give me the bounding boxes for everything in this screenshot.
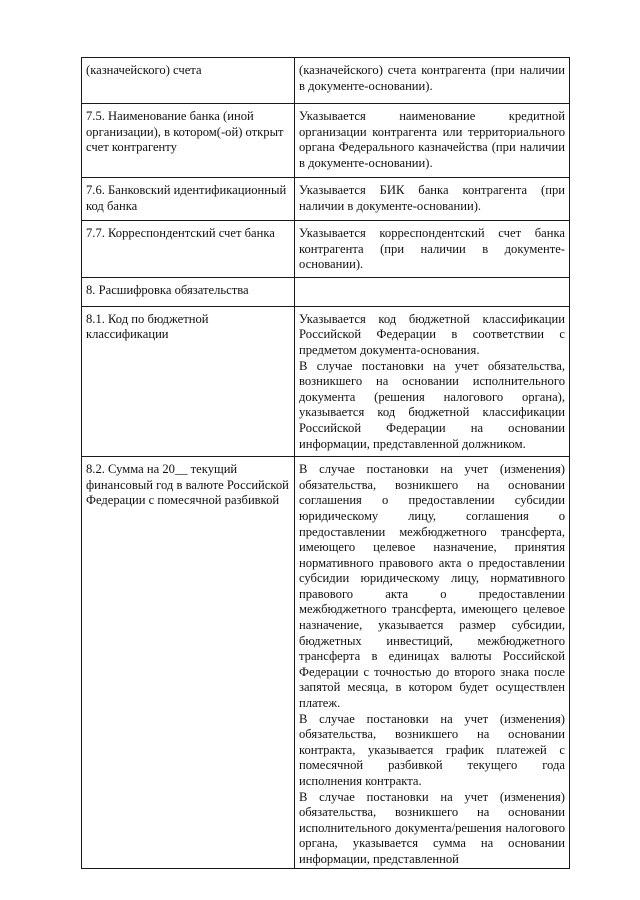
field-name-cell: 8.1. Код по бюджетной классификации — [82, 306, 295, 456]
description-paragraph: Указывается наименование кредитной организации контрагента или территориального органа Федерального казначейства (при наличии в документе-основании). — [299, 109, 565, 170]
description-paragraph: (казначейского) счета контрагента (при наличии в документе-основании). — [299, 63, 565, 93]
field-name-cell: (казначейского) счета — [82, 58, 295, 104]
table-row — [82, 277, 570, 306]
description-paragraph: Указывается код бюджетной классификации Российской Федерации в соответствии с предметом документа-основания. — [299, 311, 565, 357]
requisites-table — [81, 57, 570, 869]
field-name-cell: 8.2. Сумма на 20__ текущий финансовый год в валюте Российской Федерации с помесячной разбивкой — [82, 457, 295, 868]
table-row — [82, 58, 570, 104]
field-description-cell — [295, 104, 570, 178]
field-description-cell — [295, 58, 570, 104]
table-row — [82, 306, 570, 456]
description-paragraph: В случае постановки на учет обязательства, возникшего на основании исполнительного документа (решения налогового органа), указывается код бюджетной классификации Российской Федерации на основании информации, представленной должником. — [299, 358, 565, 451]
description-paragraph: Указывается корреспондентский счет банка контрагента (при наличии в документе-основании). — [299, 226, 565, 272]
table-row — [82, 178, 570, 221]
field-description-cell — [295, 457, 570, 868]
table-row — [82, 457, 570, 868]
field-description-cell — [295, 178, 570, 221]
description-paragraph: В случае постановки на учет (изменения) обязательства, возникшего на основании исполнительного документа/решения налогового органа, указывается сумма на основании информации, представленной — [299, 789, 565, 866]
field-name-cell: 7.7. Корреспондентский счет банка — [82, 221, 295, 278]
field-description-cell — [295, 277, 570, 306]
description-paragraph: В случае постановки на учет (изменения) обязательства, возникшего на основании контракта, указывается график платежей с помесячной разбивкой текущего года исполнения контракта. — [299, 711, 565, 788]
field-description-cell — [295, 306, 570, 456]
table-row — [82, 221, 570, 278]
table-row — [82, 104, 570, 178]
field-name-cell: 7.5. Наименование банка (иной организации), в котором(-ой) открыт счет контрагенту — [82, 104, 295, 178]
field-description-cell — [295, 221, 570, 278]
field-name-cell: 7.6. Банковский идентификационный код банка — [82, 178, 295, 221]
section-heading-cell: 8. Расшифровка обязательства — [82, 277, 295, 306]
description-paragraph: Указывается БИК банка контрагента (при наличии в документе-основании). — [299, 183, 565, 213]
description-paragraph: В случае постановки на учет (изменения) обязательства, возникшего на основании соглашения о предоставлении субсидии юридическому лицу, соглашения о предоставлении межбюджетного трансферта, имеющего целевое назначение, принятия нормативного правового акта о предоставлении субсидии юридическому лицу, нормативного правового акта о предоставлении межбюджетного трансферта, имеющего целевое назначение, указывается размер субсидии, бюджетных инвестиций, межбюджетного трансферта в единицах валюты Российской Федерации с точностью до второго знака после запятой месяца, в котором будет осуществлен платеж. — [299, 462, 565, 711]
